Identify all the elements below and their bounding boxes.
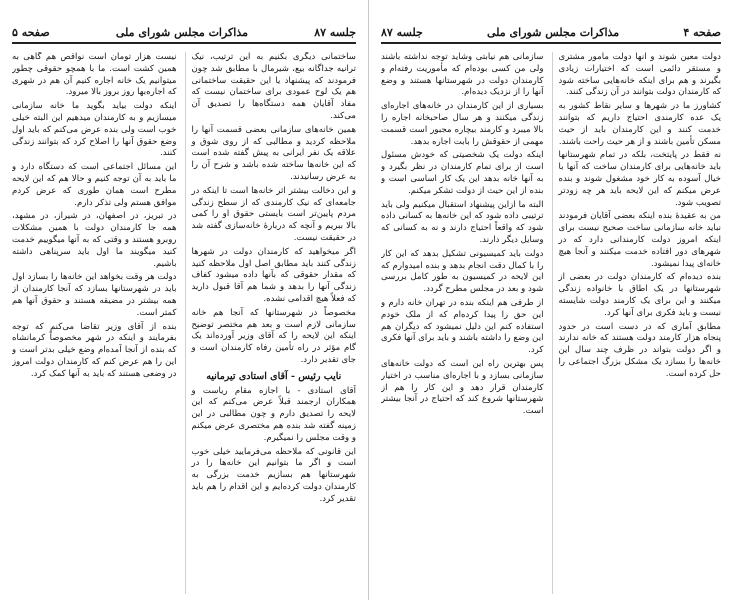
paragraph: آقای استادی - با اجازه مقام ریاست و همکاران ارجمند قبلاً عرض می‌کنم که این لایحه را تصدیق دارم و چون مطالبی در این زمینه گفته شد بنده هم مختصری عرض میکنم و وقت مجلس را نمیگیرم. <box>191 385 356 443</box>
left-page-header <box>12 20 356 44</box>
paragraph: این قانونی که ملاحظه می‌فرمایید خیلی خوب است و اگر ما بتوانیم این خانه‌ها را در شهرستانها هم بسازیم خدمت بزرگی به کارمندان دولت کرده‌ایم و این اقدام را هم باید تقدیر کرد. <box>191 446 356 504</box>
paragraph: ساختمانی دیگری بکنیم به این ترتیب، نیک ترانیه جداگانه بیع، شیرمال با مطابق شد چون فرمودند که پیشنهاد یا این حقیقت ساختمانی هم یک لوح عمودی برای ساختمان نیست که مفاد آقایان همه دستگاه‌ها را تصدیق آن می‌کند. <box>191 52 356 121</box>
right-page-columns <box>381 52 721 594</box>
paragraph: بسیاری از این کارمندان در خانه‌های اجاره‌ای زندگی میکنند و هر سال صاحبخانه اجاره را بالا میبرد و کارمند بیچاره مجبور است قسمت مهمی از حقوقش را بابت اجاره بدهد. <box>381 101 544 147</box>
right-page-header <box>381 20 721 44</box>
paragraph: نه فقط در پایتخت، بلکه در تمام شهرستانها باید خانه‌هایی برای کارمندان ساخت که آنها با خیال آسوده به کار خود مشغول شوند و بنده عرض میکنم که این لایحه باید هر چه زودتر تصویب شود. <box>558 150 721 208</box>
paragraph: دولت معین شوند و آنها دولت مأمور مشتری و مستقر دائمی است که اختیارات زیادی بگیرند و هم برای اینکه خانه‌هایی ساخته شود که کارمندان دولت بتوانند در آن زندگی کنند. <box>558 52 721 98</box>
left-page-title: مذاکرات مجلس شورای ملی <box>115 25 249 39</box>
paragraph: سازمانی هم نیابتی وشاید توجه نداشته باشند ولی من کسی بوده‌ام که مأموریت رفته‌ام و کارمندان دولت در شهرستانها هستند و وضع آنها را از نزدیک دیده‌ام. <box>381 52 544 98</box>
paragraph: دولت هر وقت بخواهد این خانه‌ها را بسازد اول باید در شهرستانها بسازد که آنجا کارمندان از همه بیشتر در مضیقه هستند و حقوق آنها هم کمتر است. <box>12 272 177 318</box>
paragraph: این مسائل اجتماعی است که دستگاه دارد و ما باید به آن توجه کنیم و حالا هم که این لایحه مطرح است همان طوری که عرض کردم موافق هستم ولی تذکر دارم. <box>12 162 177 208</box>
header-rule <box>12 42 356 44</box>
paragraph: نیست ‌هزار تومان است نواقص هم گاهی به همین کشت است. ما با همچو حقوقی چطور میتوانیم یک خانه اجاره کنیم آن هم در شهری که اجاره‌بها روز بروز بالا میرود. <box>12 52 177 98</box>
paragraph: اگر میخواهید که کارمندان دولت در شهرها زندگی کنند باید مطابق اصل اول ملاحظه کنید که مقدار حقوقی که بآنها داده میشود کفاف زندگی آنها را بدهد و شما هم آقا قبول دارید که فعلاً هیچ اقدامی نشده. <box>191 246 356 304</box>
right-page-session: جلسه ۸۷ <box>381 25 423 39</box>
paragraph: اینکه دولت بیاید بگوید ما خانه سازمانی میسازیم و به کارمندان میدهیم این البته خیلی خوب است ولی بنده عرض می‌کنم که باید اول وضع حقوق آنها را اصلاح کرد که بتوانند زندگی کنند. <box>12 101 177 159</box>
paragraph: بنده دیده‌ام که کارمندان دولت در بعضی از شهرستانها در یک اطاق با خانواده زندگی میکنند و این برای یک کارمند دولت شایسته نیست و باید فکری برای آنها کرد. <box>558 272 721 318</box>
speaker-heading: نایب رئیس - آقای استادی تیرمانیه <box>206 370 342 382</box>
left-page-number: صفحه ۵ <box>12 25 50 39</box>
right-page <box>369 0 733 600</box>
paragraph: من به عقیدهٔ بنده اینکه بعضی آقایان فرمودند نباید خانه سازمانی ساخت صحیح نیست برای اینکه امروز دولت کارمندانی دارد که در شهرهای دور افتاده خدمت میکنند و آنجا هیچ خانه‌ای پیدا نمیشود. <box>558 211 721 269</box>
left-page-columns <box>12 52 356 594</box>
left-page-column-left <box>12 52 177 594</box>
right-page-column-right <box>552 52 722 594</box>
paragraph: و این دخالت بیشتر اثر خانه‌ها است تا اینکه در جامعه‌ای که نیک کارمندی که از سطح زندگی مردم پایین‌تر است بایستی حقوق او را کمی بالا ببریم و آنچه که دربارهٔ خانه‌سازی گفته شد در حقیقت نیست. <box>191 185 356 243</box>
paragraph: البته ما ازاین پیشنهاد استقبال میکنیم ولی باید ترتیبی داده شود که این خانه‌ها به کسانی داده شود که واقعاً احتیاج دارند و نه به کسانی که وسایل دیگر دارند. <box>381 199 544 245</box>
paragraph: از طرفی هم اینکه بنده در تهران خانه دارم و این حق را پیدا کرده‌ام که از ملک خودم استفاده کنم این دلیل نمیشود که دیگران هم این وضع را داشته باشند و باید برای آنها فکری کرد. <box>381 297 544 356</box>
paragraph: پس بهترین راه این است که دولت خانه‌های سازمانی بسازد و با اجاره‌ای مناسب در اختیار کارمندان قرار دهد و این کار را هم از شهرستانها شروع کند که احتیاج در آنجا بیشتر است. <box>381 358 544 417</box>
left-page-column-right <box>185 52 357 594</box>
right-page-title: مذاکرات مجلس شورای ملی <box>487 25 620 39</box>
header-rule <box>381 42 721 44</box>
right-page-column-left <box>381 52 544 594</box>
paragraph: اینکه دولت یک شخصیتی که خودش مسئول است از برای تمام کارمندان در نظر بگیرد و به آنها خانه بدهد این یک کار اساسی است و بنده از این حیث از دولت تشکر میکنم. <box>381 150 544 196</box>
paragraph: دولت باید کمیسیونی تشکیل بدهد که این کار را با کمال دقت انجام بدهد و بنده امیدوارم که این لایحه در کمیسیون به طور کامل بررسی شود و بعد در مجلس مطرح گردد. <box>381 248 544 295</box>
paragraph: در تبریز، در اصفهان، در شیراز، در مشهد، همه جا کارمندان دولت با همین مشکلات روبرو هستند و وقتی که به آنها میگوییم خدمت کنید میگویند ما اول باید سرپناهی داشته باشیم. <box>12 211 177 269</box>
paragraph: همین خانه‌های سازمانی بعضی قسمت آنها را ملاحظه کردید و مطالبی که از روی شوق و علاقه یک نفر ایرانی به پیش گفته شده است که این خانه‌ها ساخته شده باشد و شرح آن را به عرض رسانیدند. <box>191 124 356 182</box>
right-page-number: صفحه ۴ <box>683 25 721 39</box>
paragraph: کشاورز ما در شهرها و سایر نقاط کشور به یک عده کارمندی احتیاج داریم که بتوانند خدمت کنند و این کارمندان باید از حیث مسکن تأمین باشند و از هر حیث راحت باشند. <box>558 101 721 147</box>
paragraph: مطابق آماری که در دست است در حدود پنجاه هزار کارمند دولت هستند که خانه ندارند و اگر دولت بتواند در ظرف چند سال این خانه‌ها را بسازد یک مشکل بزرگ اجتماعی را حل کرده است. <box>558 321 721 379</box>
paragraph: بنده از آقای وزیر تقاضا می‌کنم که توجه بفرمایند و اینکه در شهر مخصوصاً کرمانشاه که بنده از آنجا آمده‌ام وضع خیلی بدتر است و این را هم عرض کنم که کارمندان دولت امروز در وضعی هستند که باید به آنها کمک کرد. <box>12 321 177 379</box>
paragraph: مخصوصاً در شهرستانها که آنجا هم خانه سازمانی لازم است و بعد هم مختصر توضیح اینکه این لایحه را که آقای وزیر آورده‌اند یک گام مؤثر در راه تأمین رفاه کارمندان است و جای تقدیر دارد. <box>191 307 356 365</box>
left-page-session: جلسه ۸۷ <box>314 25 356 39</box>
